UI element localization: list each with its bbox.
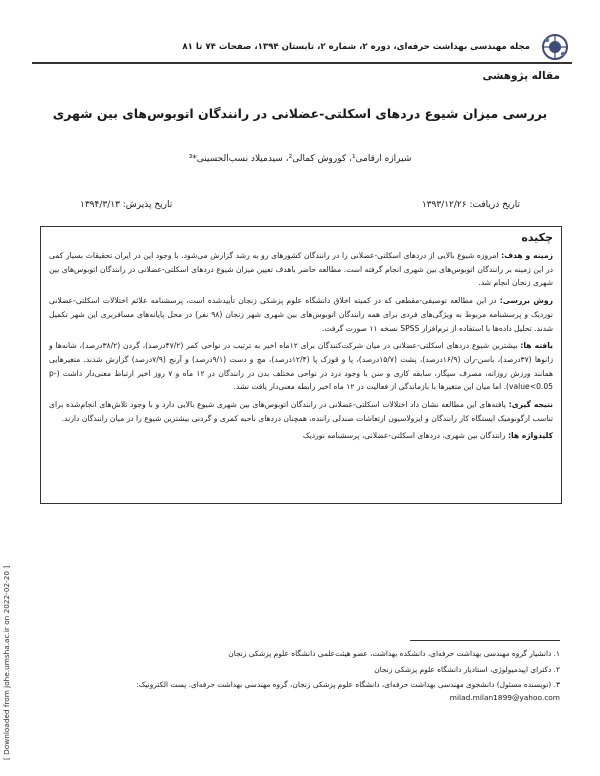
methods-label: روش بررسی: [499, 296, 553, 306]
footnote-2: ۲. دکترای اپیدمیولوژی، استادیار دانشگاه علوم پزشکی زنجان [374, 664, 560, 674]
author-email-link[interactable]: milad.milan1899@yahoo.com [449, 692, 560, 702]
abstract-keywords [49, 429, 553, 443]
footnotes [40, 648, 560, 707]
footnote-1: ۱. دانشیار گروه مهندسی بهداشت حرفه‌ای، دانشکده بهداشت، عضو هیئت‌علمی دانشگاه علوم پزشکی زنجان [228, 649, 560, 658]
journal-header [32, 38, 570, 62]
accepted-date: تاریخ پذیرش: ۱۳۹۴/۳/۱۳ [80, 200, 173, 210]
abstract-background [49, 249, 553, 290]
author-list: شیرازه ارقامی¹، کوروش کمالی²، سیدمیلاد نسب‌الحسینی*³ [188, 154, 412, 164]
abstract-heading: چکیده [521, 231, 553, 244]
journal-citation: مجله مهندسی بهداشت حرفه‌ای، دوره ۲، شماره ۲، تابستان ۱۳۹۴، صفحات ۷۴ تا ۸۱ [182, 42, 530, 52]
received-date: تاریخ دریافت: ۱۳۹۳/۱۲/۲۶ [421, 200, 520, 210]
download-watermark-text: [ Downloaded from johe.umsha.ac.ir on 2022-02-20 ] [2, 565, 11, 760]
download-watermark [1, 510, 13, 760]
footnote-divider [410, 640, 560, 641]
keywords-label: کلیدواژه ها: [508, 431, 553, 441]
journal-logo-icon [540, 32, 570, 62]
results-label: یافته ها: [520, 341, 553, 351]
conclusion-text: یافته‌های این مطالعه نشان داد اختلالات اسکلتی-عضلانی در رانندگان اتوبوس‌های بین شهری شیوع بالایی دارد و با وجود تلاش‌های انجام‌شده برای تناسب ارگونومیک ایستگاه کار رانندگان و ایزولاسیون ارتعاشات صندلی راننده، همچنان دردهای ناحیه کمری و گردنی بیشترین شیوع را در میان رانندگان دارند. [49, 400, 553, 423]
keywords-text: رانندگان بین شهری، دردهای اسکلتی-عضلانی، پرسشنامه نوردیک [302, 431, 506, 441]
abstract-box [40, 226, 562, 504]
article-title: بررسی میزان شیوع دردهای اسکلتی-عضلانی در رانندگان اتوبوس‌های بین شهری [52, 106, 548, 121]
abstract-results [49, 339, 553, 394]
header-divider [32, 62, 572, 64]
abstract-conclusion [49, 398, 553, 425]
results-text: بیشترین شیوع دردهای اسکلتی-عضلانی در میان شرکت‌کنندگان برای ۱۲ماه اخیر به ترتیب در نواحی کمر (۴۷/۲درصد)، گردن (۳۸/۲درصد)، شانه‌ها و زانوها (۳۷درصد)، باسن-ران (۱۶/۹درصد)، پشت (۱۵/۷درصد)، پا و قوزک پا (۱۲/۴درصد)، مچ و دست (۹/۱درصد) و آرنج (۷/۹درصد) گزارش شدند. متغیرهایی همانند ورزش روزانه، مصرف سیگار، سابقه کاری و سن با وجود درد در نواحی مختلف بدن در رانندگان در ۱۲ ماه و ۷ روز اخیر ارتباط معنی‌دار داشت (p-value<0.05). اما میان این متغیرها با بازماندگی از فعالیت در ۱۲ ماه اخیر رابطه معنی‌دار یافت نشد. [49, 341, 554, 392]
abstract-methods [49, 294, 553, 335]
footnote-3 [40, 679, 560, 704]
methods-text: در این مطالعه توصیفی-مقطعی که در کمیته اخلاق دانشگاه علوم پزشکی زنجان تأییدشده است، پرسشنامه علائم اختلالات اسکلتی-عضلانی نوردیک و پرسشنامه مربوط به ویژگی‌های فردی برای همه رانندگان اتوبوس‌های بین شهری شهر زنجان (۹۸ نفر) در محل پایانه‌های مسافربری این شهر تکمیل شدند. تحلیل داده‌ها با استفاده از نرم‌افزار SPSS نسخه ۱۱ صورت گرفت. [49, 296, 553, 333]
abstract-body [49, 249, 553, 447]
background-label: زمینه و هدف: [501, 251, 553, 260]
footnote-3-text: ۳. (نویسنده مسئول) دانشجوی مهندسی بهداشت حرفه‌ای، دانشگاه علوم پزشکی زنجان، گروه مهندسی بهداشت حرفه‌ای. پست الکترونیک: [136, 680, 560, 689]
dates-row [40, 200, 560, 214]
background-text: امروزه شیوع بالایی از دردهای اسکلتی-عضلانی را در رانندگان کشورهای رو به رشد گزارش می‌شود. با وجود این در ایران تحقیقات بسیار کمی در این زمینه بر رانندگان اتوبوس‌های بین شهری انجام گرفته است. مطالعه حاضر باهدف تعیین میزان شیوع دردهای اسکلتی-عضلانی در رانندگان اتوبوس‌های بین شهری زنجان انجام شد. [49, 251, 553, 288]
article-type-label: مقاله پژوهشی [482, 70, 560, 82]
conclusion-label: نتیجه گیری: [508, 400, 553, 410]
